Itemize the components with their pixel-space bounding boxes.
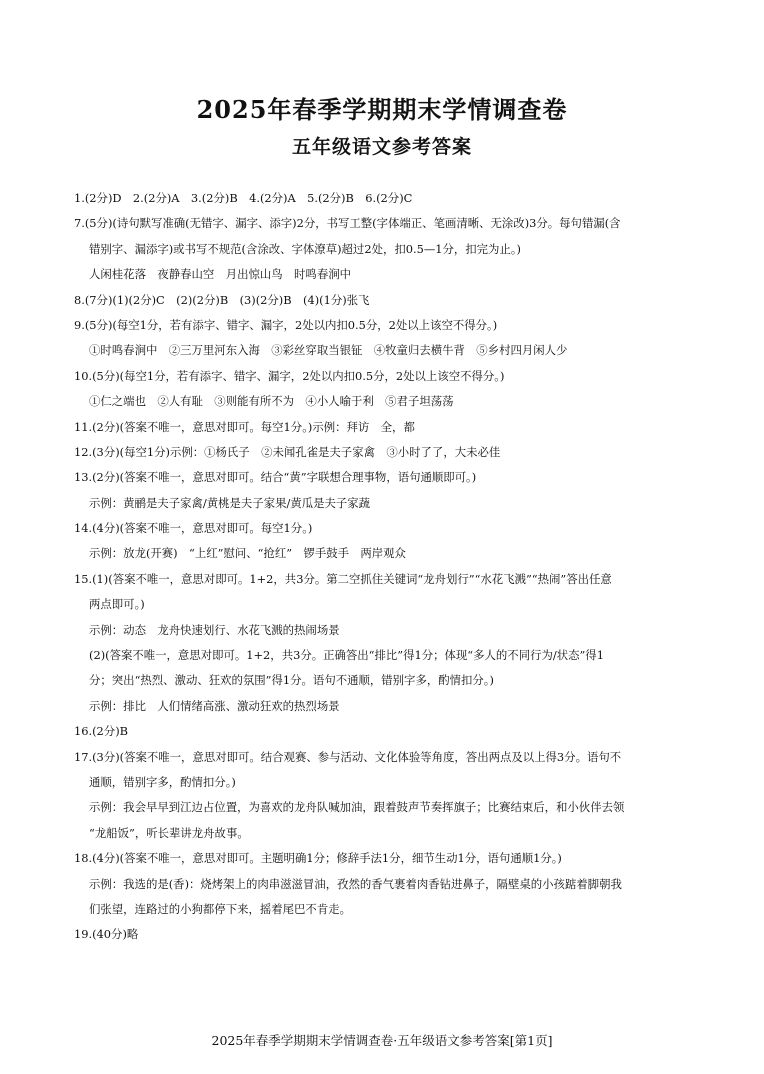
answer-line: 示例：排比 人们情绪高涨、激动狂欢的热烈场景 — [89, 698, 340, 713]
answer-line: 14.(4分)(答案不唯一，意思对即可。每空1分。) — [74, 521, 313, 536]
answer-line: 分；突出“热烈、激动、狂欢的氛围”得1分。语句不通顺，错别字多，酌情扣分。) — [89, 673, 494, 688]
answer-line: 18.(4分)(答案不唯一，意思对即可。主题明确1分；修辞手法1分，细节生动1分，语句通顺1分。) — [74, 851, 562, 866]
answer-line: 8.(7分)(1)(2分)C (2)(2分)B (3)(2分)B (4)(1分)张飞 — [74, 292, 370, 307]
answer-line: 19.(40分)略 — [74, 927, 139, 942]
answer-line: 人闲桂花落 夜静春山空 月出惊山鸟 时鸣春涧中 — [89, 267, 351, 282]
answer-line: 1.(2分)D 2.(2分)A 3.(2分)B 4.(2分)A 5.(2分)B 6.(2分)C — [74, 191, 413, 205]
answer-line: 错别字、漏添字)或书写不规范(含涂改、字体潦草)超过2处，扣0.5—1分，扣完为止。) — [89, 241, 521, 256]
answer-line: 15.(1)(答案不唯一，意思对即可。1+2，共3分。第二空抓住关键词“龙舟划行”“水花飞溅”“热闹”答出任意 — [74, 571, 612, 586]
answer-list — [74, 186, 694, 948]
answer-line: 们张望，连路过的小狗都停下来，摇着尾巴不肯走。 — [89, 901, 351, 916]
answer-line: 7.(5分)(诗句默写准确(无错字、漏字、添字)2分，书写工整(字体端正、笔画清晰、无涂改)3分。每句错漏(含 — [74, 216, 621, 231]
page-title: 2025年春季学期期末学情调查卷 — [196, 95, 568, 124]
answer-line: 示例：动态 龙舟快速划行、水花飞溅的热闹场景 — [89, 622, 340, 637]
answer-line: (2)(答案不唯一，意思对即可。1+2，共3分。正确答出“排比”得1分；体现“多人的不同行为/状态”得1 — [89, 648, 604, 663]
answer-line: “龙船饭”，听长辈讲龙舟故事。 — [89, 825, 249, 840]
answer-line: 示例：放龙(开赛) “上红”慰问、“抢红” 锣手鼓手 两岸观众 — [89, 546, 406, 561]
answer-line: 10.(5分)(每空1分，若有添字、错字、漏字，2处以内扣0.5分，2处以上该空不得分。) — [74, 368, 505, 383]
answer-line: 17.(3分)(答案不唯一，意思对即可。结合观赛、参与活动、文化体验等角度，答出两点及以上得3分。语句不 — [74, 749, 622, 764]
page-subtitle: 五年级语文参考答案 — [291, 136, 472, 158]
answer-line: 通顺，错别字多，酌情扣分。) — [89, 774, 236, 789]
answer-line: ①时鸣春涧中 ②三万里河东入海 ③彩丝穿取当银钲 ④牧童归去横牛背 ⑤乡村四月闲人少 — [89, 343, 568, 358]
answer-line: ①仁之端也 ②人有耻 ③则能有所不为 ④小人喻于利 ⑤君子坦荡荡 — [89, 394, 454, 409]
answer-line: 11.(2分)(答案不唯一，意思对即可。每空1分。)示例：拜访 全，都 — [74, 419, 415, 434]
answer-line: 示例：我选的是(香)：烧烤架上的肉串滋滋冒油，孜然的香气裹着肉香钻进鼻子，隔壁桌的小孩踮着脚朝我 — [89, 876, 622, 891]
answer-line: 16.(2分)B — [74, 724, 129, 739]
answer-line: 13.(2分)(答案不唯一，意思对即可。结合“黄”字联想合理事物，语句通顺即可。) — [74, 470, 477, 485]
answer-line: 12.(3分)(每空1分)示例：①杨氏子 ②未闻孔雀是夫子家禽 ③小时了了，大未必佳 — [74, 444, 501, 459]
page-footer: 2025年春季学期期末学情调查卷·五年级语文参考答案[第1页] — [211, 1033, 553, 1048]
answer-line: 两点即可。) — [89, 597, 145, 612]
answer-line: 9.(5分)(每空1分，若有添字、错字、漏字，2处以内扣0.5分，2处以上该空不得分。) — [74, 317, 498, 332]
answer-line: 示例：我会早早到江边占位置，为喜欢的龙舟队喊加油，跟着鼓声节奏挥旗子；比赛结束后，和小伙伴去领 — [89, 800, 625, 815]
answer-line: 示例：黄鹂是夫子家禽/黄桃是夫子家果/黄瓜是夫子家蔬 — [89, 495, 371, 510]
